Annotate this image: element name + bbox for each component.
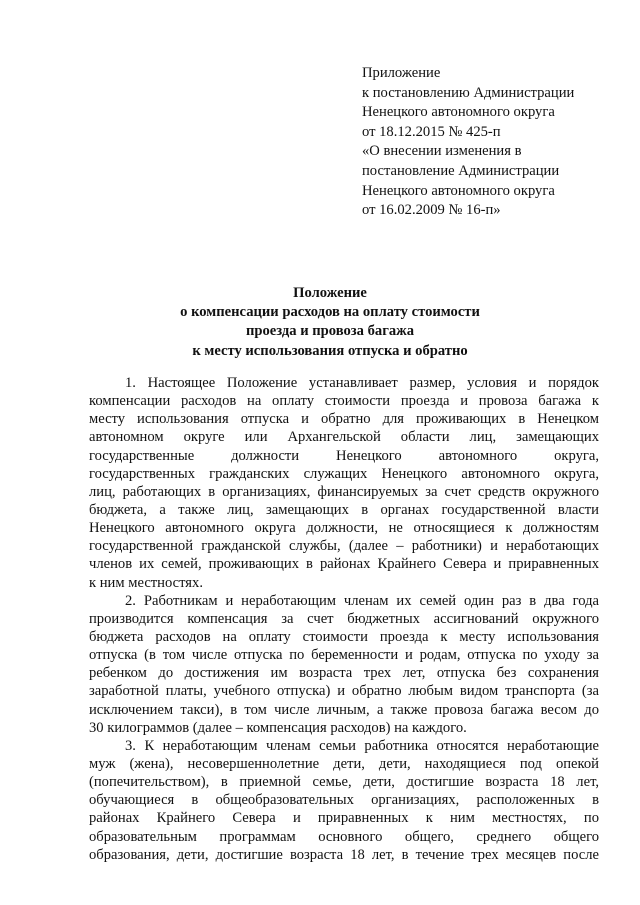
paragraph-line: бюджета расходов на оплату стоимости проезда к месту использования: [89, 628, 599, 645]
appendix-line: Ненецкого автономного округа: [362, 182, 555, 199]
paragraph-line: 30 килограммов (далее – компенсация расходов) на каждого.: [89, 719, 467, 736]
document-body: [89, 374, 599, 864]
paragraph-line: производится компенсация за счет бюджетных ассигнований окружного: [89, 610, 599, 627]
paragraph-3: [89, 737, 599, 864]
paragraph-line: месту использования отпуска и обратно для проживающих в Ненецком: [89, 411, 599, 428]
paragraph-line: автономном округе или Архангельской области лиц, замещающих: [89, 429, 599, 446]
paragraph-line: государственных гражданских служащих Ненецкого автономного округа,: [89, 465, 599, 482]
appendix-block: [362, 64, 574, 221]
appendix-line: от 16.02.2009 № 16-п»: [362, 202, 501, 219]
appendix-line: постановление Администрации: [362, 162, 560, 179]
title-line: к месту использования отпуска и обратно: [192, 342, 468, 359]
paragraph-line: государственной гражданской службы, (далее – работники) и неработающих: [89, 538, 599, 555]
appendix-line: «О внесении изменения в: [362, 143, 522, 160]
paragraph-line: обучающиеся в общеобразовательных организациях, расположенных в: [89, 792, 599, 809]
paragraph-line: образовательным программам основного общего, среднего общего: [89, 828, 599, 845]
paragraph-line: ребенком до достижения им возраста трех лет, отпуска без сохранения: [89, 665, 599, 682]
paragraph-line: бюджета, а также лиц, замещающих в органах государственной власти: [89, 501, 599, 518]
appendix-line: Приложение: [362, 65, 441, 81]
title-line: Положение: [293, 285, 367, 301]
paragraph-line: (попечительством), в приемной семье, дети, достигшие возраста 18 лет,: [89, 774, 599, 791]
paragraph-line: районах Крайнего Севера и приравненных к ним местностях, по: [89, 810, 599, 827]
paragraph-line: Ненецкого автономного округа должности, не относящиеся к должностям: [89, 520, 599, 537]
paragraph-line: отпуска (в том числе отпуска по беременности и родам, отпуска по уходу за: [89, 647, 599, 664]
paragraph-line: государственные должности Ненецкого автономного округа,: [89, 447, 599, 464]
paragraph-line: исключением такси), в том числе личным, а также провоза багажа весом до: [89, 701, 599, 718]
paragraph-line: образования, дети, достигшие возраста 18 лет, в течение трех месяцев после: [89, 846, 599, 863]
appendix-line: от 18.12.2015 № 425-п: [362, 123, 501, 140]
paragraph-line: членов их семей, проживающих в районах Крайнего Севера и приравненных: [89, 556, 599, 573]
appendix-line: Ненецкого автономного округа: [362, 104, 555, 121]
appendix-line: к постановлению Администрации: [362, 84, 575, 101]
paragraph-2: [89, 592, 599, 737]
paragraph-line: 1. Настоящее Положение устанавливает размер, условия и порядок: [125, 375, 599, 391]
title-line: проезда и провоза багажа: [245, 323, 415, 340]
paragraph-line: муж (жена), несовершеннолетние дети, дети, находящиеся под опекой: [89, 755, 599, 772]
document-title: [80, 284, 580, 361]
paragraph-line: к ним местностях.: [89, 574, 203, 591]
paragraph-line: компенсации расходов на оплату стоимости проезда и провоза багажа к: [89, 393, 599, 410]
paragraph-line: заработной платы, учебного отпуска) и обратно любым видом транспорта (за: [89, 683, 599, 700]
paragraph-line: лиц, работающих в организациях, финансируемых за счет средств окружного: [89, 483, 599, 500]
paragraph-1: [89, 374, 599, 592]
title-line: о компенсации расходов на оплату стоимости: [180, 304, 480, 321]
paragraph-line: 2. Работникам и неработающим членам их семей один раз в два года: [125, 592, 599, 609]
paragraph-line: 3. К неработающим членам семьи работника относятся неработающие: [125, 737, 599, 754]
